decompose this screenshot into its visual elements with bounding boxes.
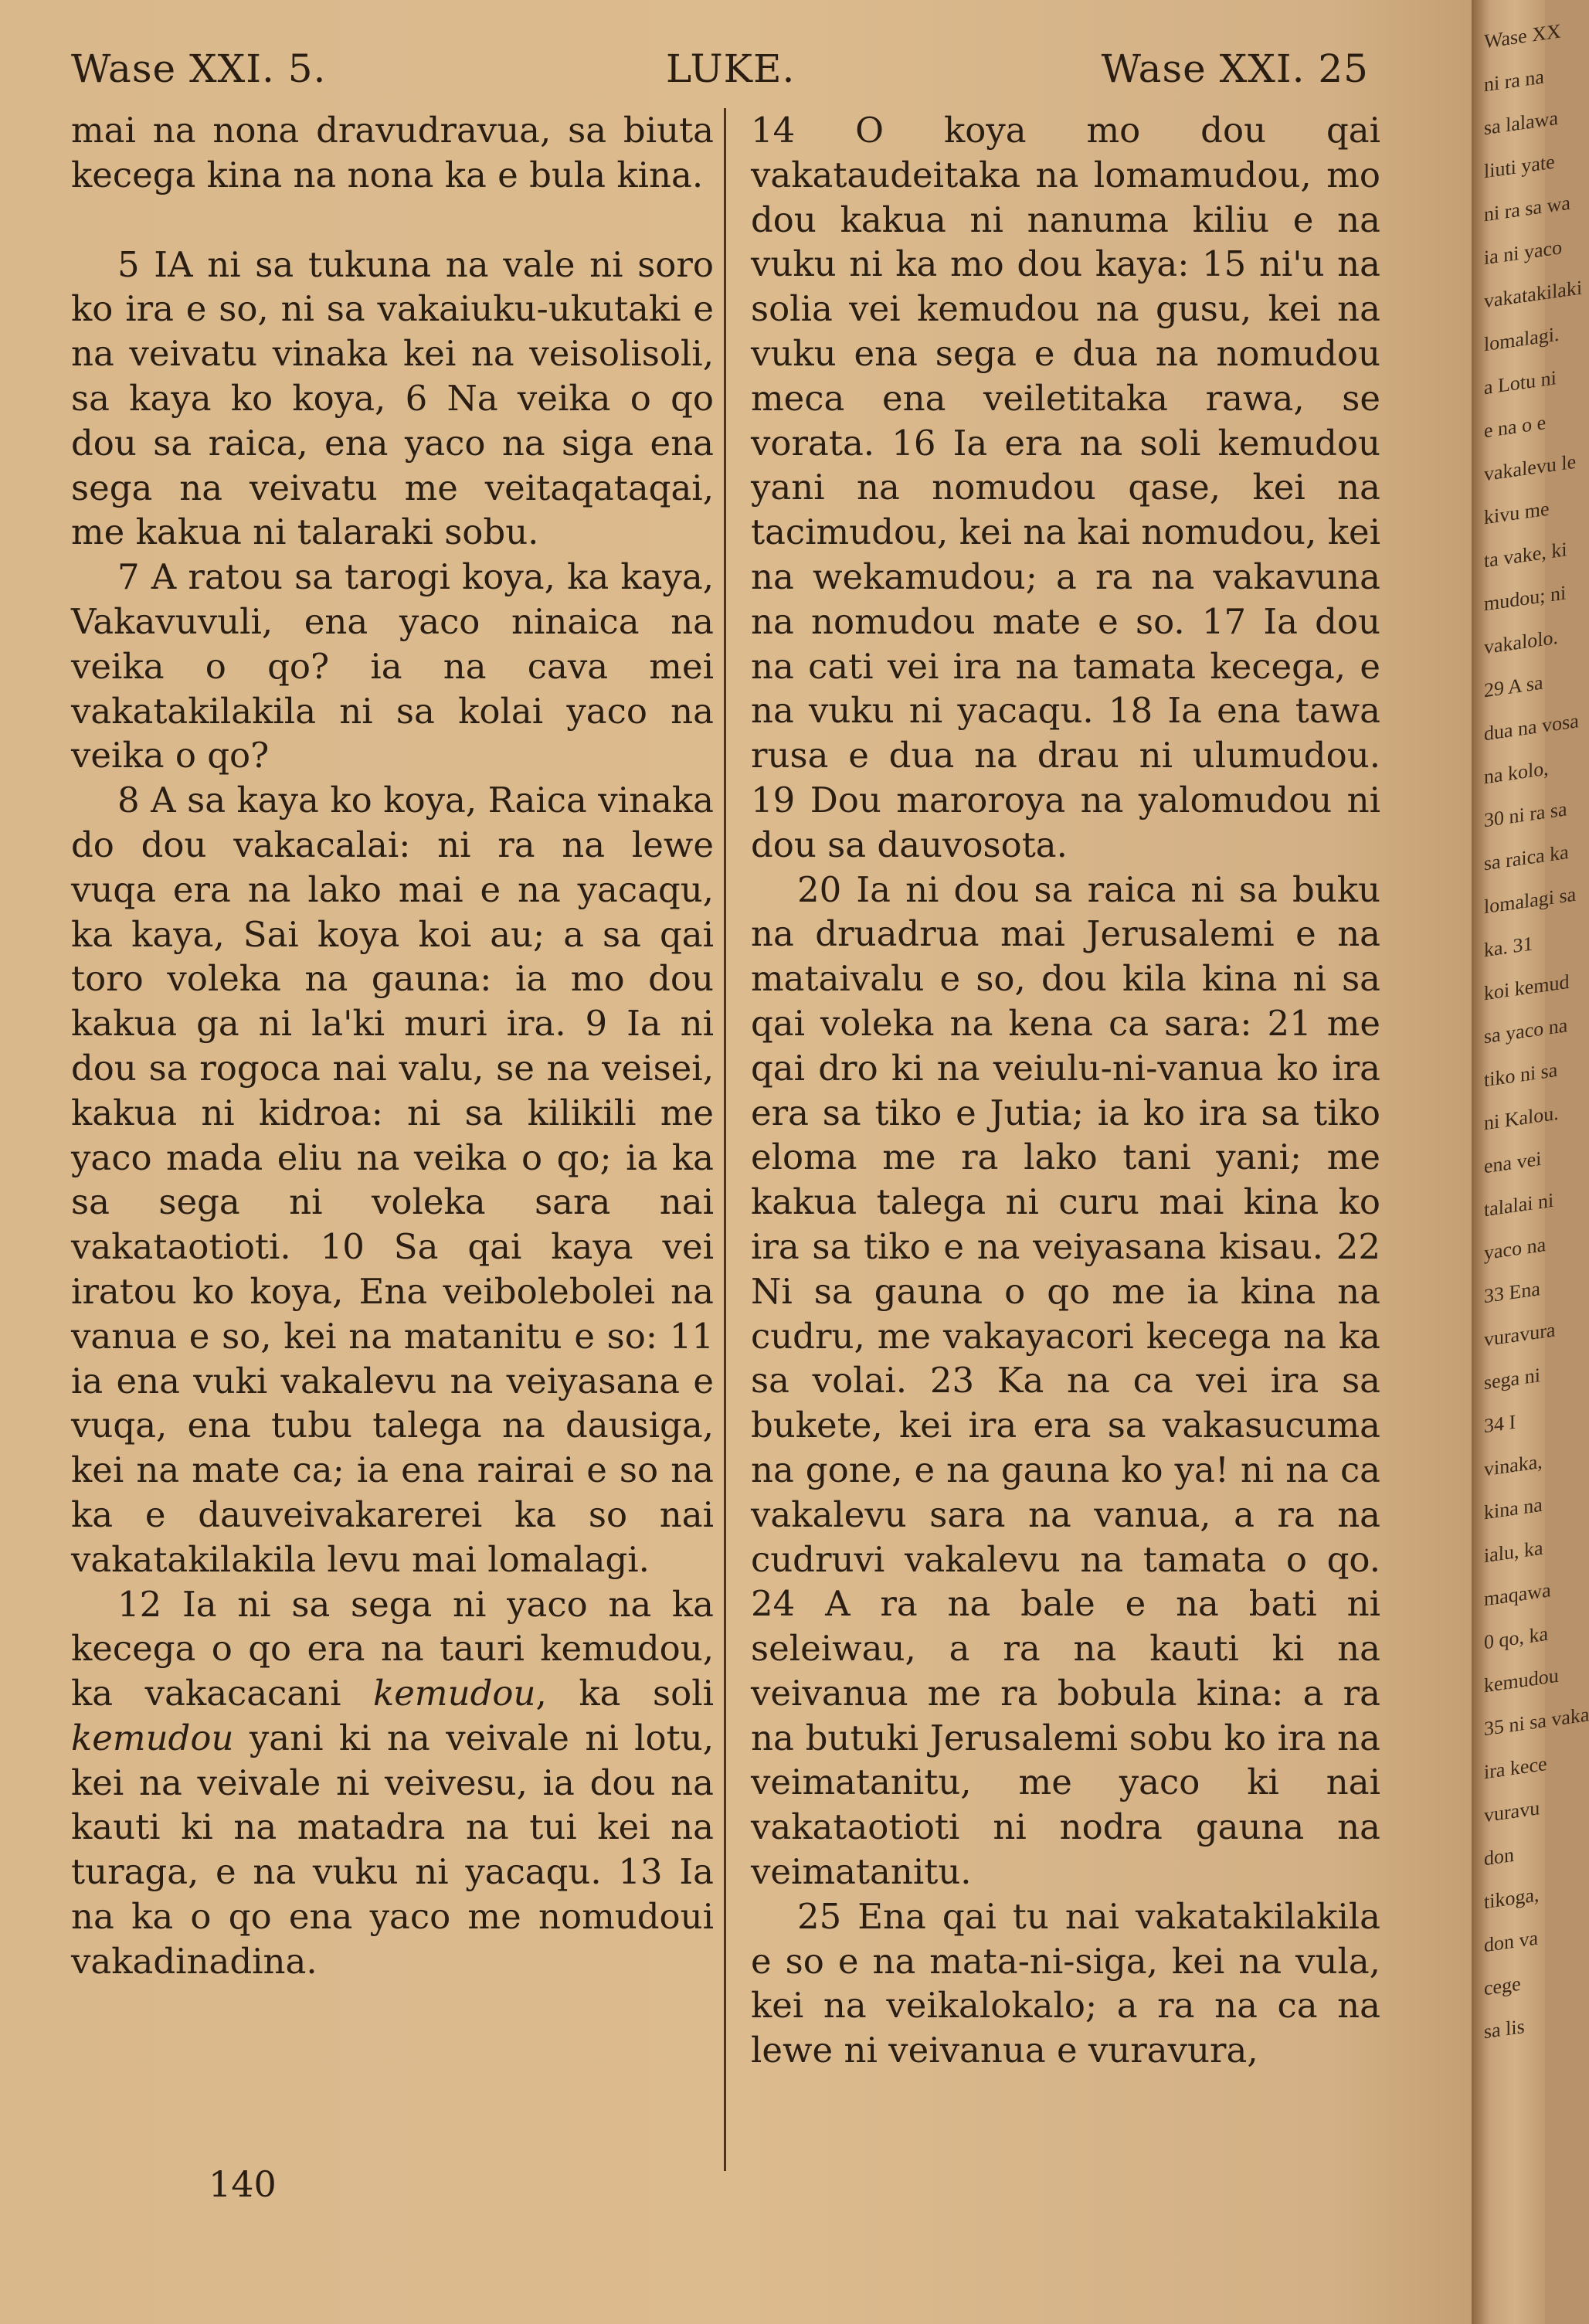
left-text-column xyxy=(71,108,714,1984)
paragraph xyxy=(71,1582,714,1984)
facing-page-fragment: sega ni xyxy=(1484,1364,1540,1395)
facing-page-fragment: sa raica ka xyxy=(1484,840,1569,875)
facing-page-fragment: ni ra na xyxy=(1484,65,1544,97)
facing-page-fragment: mudou; ni xyxy=(1484,581,1567,616)
facing-page-fragment: kivu me xyxy=(1484,497,1550,529)
facing-page-fragment: sa lalawa xyxy=(1484,106,1559,140)
facing-page-fragment: ena vei xyxy=(1484,1147,1542,1178)
facing-page-fragment: koi kemud xyxy=(1484,970,1570,1005)
facing-page-fragment: lomalagi sa xyxy=(1484,882,1577,919)
column-divider xyxy=(724,108,726,2171)
facing-page-fragment: 29 A sa xyxy=(1484,671,1543,702)
paragraph: 8 A sa kaya ko koya, Raica vinaka do dou vakacalai: ni ra na lewe vuqa era na lako mai e na yacaqu, ka kaya, Sai koya koi au; a sa qai toro voleka na gauna: ia mo dou kakua ga ni la'ki muri ira. 9 Ia ni dou sa rogoca nai valu, se na veisei, kakua ni kidroa: ni sa kilikili me yaco mada eliu na veika o qo; ia ka sa sega ni voleka sara nai vakataotioti. 10 Sa qai kaya vei iratou ko koya, Ena veibolebolei na vanua e so, kei na matanitu e so: 11 ia ena vuki vakalevu na veiyasana e vuqa, ena tubu talega na dausiga, kei na mate ca; ia ena rairai e so na ka e dauveivakarerei ka so nai vakatakilakila levu mai lomalagi. xyxy=(71,780,714,1580)
facing-page-fragment: 35 ni sa vaka xyxy=(1484,1703,1589,1741)
right-text-column xyxy=(751,108,1380,2073)
facing-page-fragment: vuravura xyxy=(1484,1318,1556,1351)
paragraph: 25 Ena qai tu nai vakatakilakila e so e na mata-ni-siga, kei na vula, kei na veikalokalo; a ra na ca na lewe ni veivanua e vuravura, xyxy=(751,1895,1380,2071)
facing-page-fragment: ni Kalou. xyxy=(1484,1101,1559,1135)
facing-page-fragment: 34 I xyxy=(1484,1410,1516,1438)
facing-page-fragment: sa yaco na xyxy=(1484,1014,1568,1048)
facing-page-fragment: sa lis xyxy=(1484,2014,1525,2044)
italic-word: kemudou xyxy=(71,1717,234,1758)
paragraph-gap xyxy=(71,198,714,243)
facing-page-fragment: don va xyxy=(1484,1926,1539,1957)
facing-page-fragment: maqawa xyxy=(1484,1578,1551,1611)
paragraph: 14 O koya mo dou qai vakataudeitaka na lomamudou, mo dou kakua ni nanuma kiliu e na vuku ni ka mo dou kaya: 15 ni'u na solia vei kemudou na gusu, kei na vuku ena sega e dua na nomudou meca ena veiletitaka rawa, se vorata. 16 Ia era na soli kemudou yani na nomudou qase, kei na tacimudou, kei na kai nomudou, kei na wekamudou; a ra na vakavuna na nomudou mate e so. 17 Ia dou na cati vei ira na tamata kecega, e na vuku ni yacaqu. 18 Ia ena tawa rusa e dua na drau ni ulumudou. 19 Dou maroroya na yalomudou ni dou sa dauvosota. xyxy=(751,110,1380,865)
facing-page-fragment: liuti yate xyxy=(1484,150,1555,183)
facing-page-fragment: vakalevu le xyxy=(1484,450,1577,486)
facing-page-fragment: dua na vosa xyxy=(1484,709,1579,746)
facing-page-fragment: 33 Ena xyxy=(1484,1277,1540,1308)
facing-page-text xyxy=(1484,11,1589,2054)
header-chapter-right: Wase XXI. 25 xyxy=(1101,46,1369,91)
paragraph: 7 A ratou sa tarogi koya, ka kaya, Vakavuvuli, ena yaco ninaica na veika o qo? ia na cava mei vakatakilakila ni sa kolai yaco na veika o qo? xyxy=(71,556,714,776)
facing-page-fragment: 30 ni ra sa xyxy=(1484,797,1567,832)
facing-page-fragment: lomalagi. xyxy=(1484,322,1560,356)
facing-page-fragment: tikoga, xyxy=(1484,1883,1540,1914)
facing-page-fragment: 0 qo, ka xyxy=(1484,1622,1549,1654)
facing-page-fragment: ia ni yaco xyxy=(1484,236,1563,270)
facing-page-fragment: e na o e xyxy=(1484,411,1547,443)
facing-page-fragment: ira kece xyxy=(1484,1751,1547,1784)
facing-page-fragment: kemudou xyxy=(1484,1663,1559,1697)
text-run: 12 Ia ni sa sega ni yaco na ka kecega o qo era na tauri kemudou, ka vakacacani xyxy=(71,1583,714,1714)
facing-page-fragment: na kolo, xyxy=(1484,756,1549,789)
facing-page-fragment: vuravu xyxy=(1484,1796,1540,1827)
facing-page-fragment: ialu, ka xyxy=(1484,1536,1543,1568)
page-number: 140 xyxy=(209,2163,277,2205)
running-header xyxy=(71,46,1369,100)
facing-page-fragment: ka. 31 xyxy=(1484,932,1533,962)
paragraph: 5 IA ni sa tukuna na vale ni soro ko ira e so, ni sa vakaiuku-ukutaki e na veivatu vinaka kei na veisolisoli, sa kaya ko koya, 6 Na veika o qo dou sa raica, ena yaco na siga ena sega na veivatu me veitaqataqai, me kakua ni talaraki sobu. xyxy=(71,243,714,553)
paragraph: mai na nona dravudravua, sa biuta kecega kina na nona ka e bula kina. xyxy=(71,110,714,195)
facing-page-fragment: ta vake, ki xyxy=(1484,538,1567,573)
facing-page-fragment: a Lotu ni xyxy=(1484,366,1557,399)
paragraph: 20 Ia ni dou sa raica ni sa buku na druadrua mai Jerusalemi e na mataivalu e so, dou kila kina ni sa qai voleka na kena ca sara: 21 me qai dro ki na veiulu-ni-vanua ko ira era sa tiko e Jutia; ia ko ira sa tiko eloma me ra lako tani yani; me kakua talega ni curu mai kina ko ira sa tiko e na veiyasana kisau. 22 Ni sa gauna o qo me ia kina na cudru, me vakayacori kecega na ka sa volai. 23 Ka na ca vei ira sa bukete, kei ira era sa vakasucuma na gone, e na gauna ko ya! ni na ca vakalevu sara na vanua, a ra na cudruvi vakalevu na tamata o qo. 24 A ra na bale e na bati ni seleiwau, a ra na kauti ki na veivanua me ra bobula kina: a ra na butuki Jerusalemi sobu ko ira na veimatanitu, me yaco ki nai vakataotioti ni nodra gauna na veimatanitu. xyxy=(751,868,1380,1893)
facing-page-fragment: kina na xyxy=(1484,1493,1543,1524)
facing-page-fragment: vinaka, xyxy=(1484,1449,1543,1481)
facing-page-fragment: vakalolo. xyxy=(1484,625,1559,659)
facing-page-fragment: talalai ni xyxy=(1484,1188,1554,1221)
facing-page-fragment: cege xyxy=(1484,1972,1521,2000)
header-book-title: LUKE. xyxy=(666,46,796,91)
facing-page-fragment: tiko ni sa xyxy=(1484,1058,1558,1092)
italic-word: kemudou xyxy=(373,1673,536,1714)
facing-page-edge xyxy=(1472,0,1589,2324)
facing-page-fragment: yaco na xyxy=(1484,1233,1547,1265)
facing-page-fragment: Wase XX xyxy=(1484,19,1561,53)
text-run: yani ki na veivale ni lotu, kei na veivale ni veivesu, ia dou na kauti ki na matadra na tui kei na turaga, e na vuku ni yacaqu. 13 Ia na ka o qo ena yaco me nomudoui vakadinadina. xyxy=(71,1717,714,1982)
facing-page-fragment: vakatakilaki xyxy=(1484,276,1583,313)
text-run: , ka soli xyxy=(535,1673,714,1714)
facing-page-fragment: don xyxy=(1484,1843,1514,1870)
facing-page-fragment: ni ra sa wa xyxy=(1484,191,1570,226)
header-chapter-left: Wase XXI. 5. xyxy=(71,46,327,91)
